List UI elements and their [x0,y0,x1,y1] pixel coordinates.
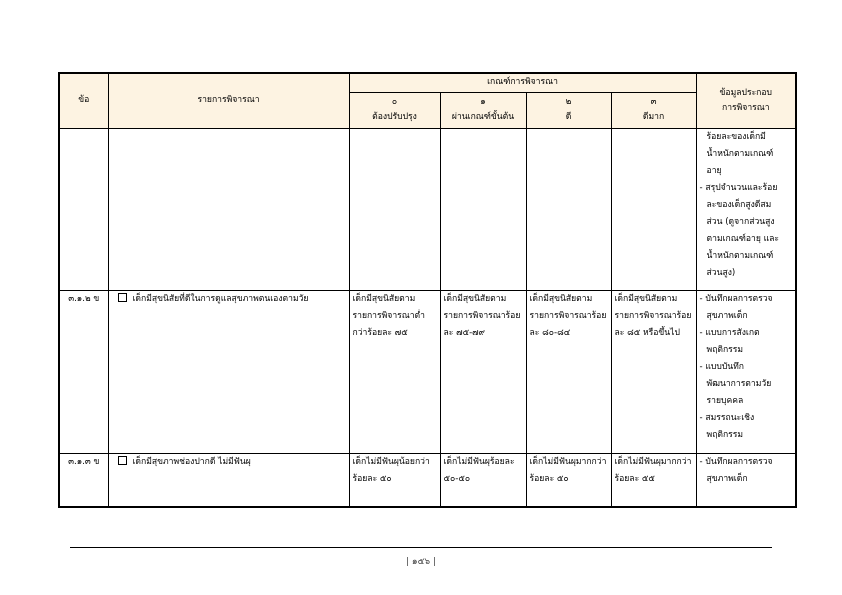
evidence-line: น้ำหนักตามเกณฑ์ [706,250,774,261]
row-number [59,128,108,290]
row-level-0 [349,128,440,290]
row-evidence [696,128,796,290]
header-evidence [696,73,796,128]
row-level-3: เด็กมีสุขนิสัยตามรายการพิจารณาร้อยละ ๘๕ หรือขึ้นไป [611,290,696,453]
page-number: | ๑๕๖ | [405,557,437,567]
row-item-cell [108,453,349,507]
level-score: ๒ [565,97,572,107]
level-score: ๓ [650,97,657,107]
row-level-1 [440,128,526,290]
evidence-line: รายบุคคล [706,395,744,406]
evidence-list [700,129,793,282]
row-evidence [696,290,796,453]
level-score: ๐ [391,97,398,107]
row-item: เด็กมีสุขภาพช่องปากดี ไม่มีฟันผุ [132,456,251,467]
criteria-table [58,72,797,508]
row-item-cell [108,290,349,453]
evidence-line: ตามเกณฑ์อายุ และ [706,233,780,244]
level-label: ดีมาก [642,112,665,122]
evidence-line: ส่วนสูง) [706,267,736,278]
evidence-list [700,454,793,488]
evidence-line: - บันทึกผลการตรวจ [699,456,773,467]
row-item [108,128,349,290]
evidence-list [700,291,793,444]
table-row [59,453,796,507]
table-row [59,290,796,453]
header-no: ข้อ [59,73,108,128]
header-level-0 [349,92,440,128]
checkbox[interactable] [118,293,127,302]
row-level-1: เด็กไม่มีฟันผุร้อยละ ๕๐-๕๐ [440,453,526,507]
header-item: รายการพิจารณา [108,73,349,128]
row-level-0: เด็กไม่มีฟันผุน้อยกว่าร้อยละ ๕๐ [349,453,440,507]
row-level-2: เด็กมีสุขนิสัยตามรายการพิจารณาร้อยละ ๘๐-๘๔ [526,290,611,453]
level-label: ดี [565,112,572,122]
level-score: ๑ [480,97,486,107]
header-level-3 [611,92,696,128]
evidence-line: พัฒนาการตามวัย [706,378,772,389]
header-criteria: เกณฑ์การพิจารณา [349,73,696,92]
evidence-line: พฤติกรรม [706,344,744,355]
row-item: เด็กมีสุขนิสัยที่ดีในการดูแลสุขภาพตนเองตามวัย [132,293,309,304]
row-level-2: เด็กไม่มีฟันผุมากกว่าร้อยละ ๕๐ [526,453,611,507]
footer-divider [70,547,772,548]
evidence-line: - สรุปจำนวนและร้อย [699,182,778,193]
level-label: ต้องปรับปรุง [372,112,417,122]
row-level-1: เด็กมีสุขนิสัยตามรายการพิจารณาร้อยละ ๗๕-๗๙ [440,290,526,453]
checkbox[interactable] [118,456,127,465]
row-number: ๓.๑.๒ ข [59,290,108,453]
header-level-1 [440,92,526,128]
evidence-line: - บันทึกผลการตรวจ [699,293,773,304]
table-row [59,128,796,290]
row-number: ๓.๑.๓ ข [59,453,108,507]
evidence-line: สุขภาพเด็ก [706,473,748,484]
row-level-3: เด็กไม่มีฟันผุมากกว่าร้อยละ ๕๕ [611,453,696,507]
header-evidence-line2: การพิจารณา [721,102,770,113]
evidence-line: ร้อยละของเด็กมี [706,131,766,142]
row-level-3 [611,128,696,290]
evidence-line: อายุ [706,165,722,176]
row-evidence [696,453,796,507]
evidence-line: ละของเด็กสูงดีสม [706,199,772,210]
evidence-line: ส่วน (ดูจากส่วนสูง [706,216,775,227]
row-level-0: เด็กมีสุขนิสัยตามรายการพิจารณาต่ำกว่าร้อยละ ๗๕ [349,290,440,453]
level-label: ผ่านเกณฑ์ขั้นต้น [451,112,515,122]
header-evidence-line1: ข้อมูลประกอบ [719,87,773,98]
evidence-line: - แบบบันทึก [699,361,745,372]
header-level-2 [526,92,611,128]
evidence-line: - แบบการสังเกต [699,327,760,338]
evidence-line: น้ำหนักตามเกณฑ์ [706,148,774,159]
evidence-line: สุขภาพเด็ก [706,310,748,321]
evidence-line: - สมรรถนะเชิง [699,412,755,423]
evidence-line: พฤติกรรม [706,429,744,440]
row-level-2 [526,128,611,290]
